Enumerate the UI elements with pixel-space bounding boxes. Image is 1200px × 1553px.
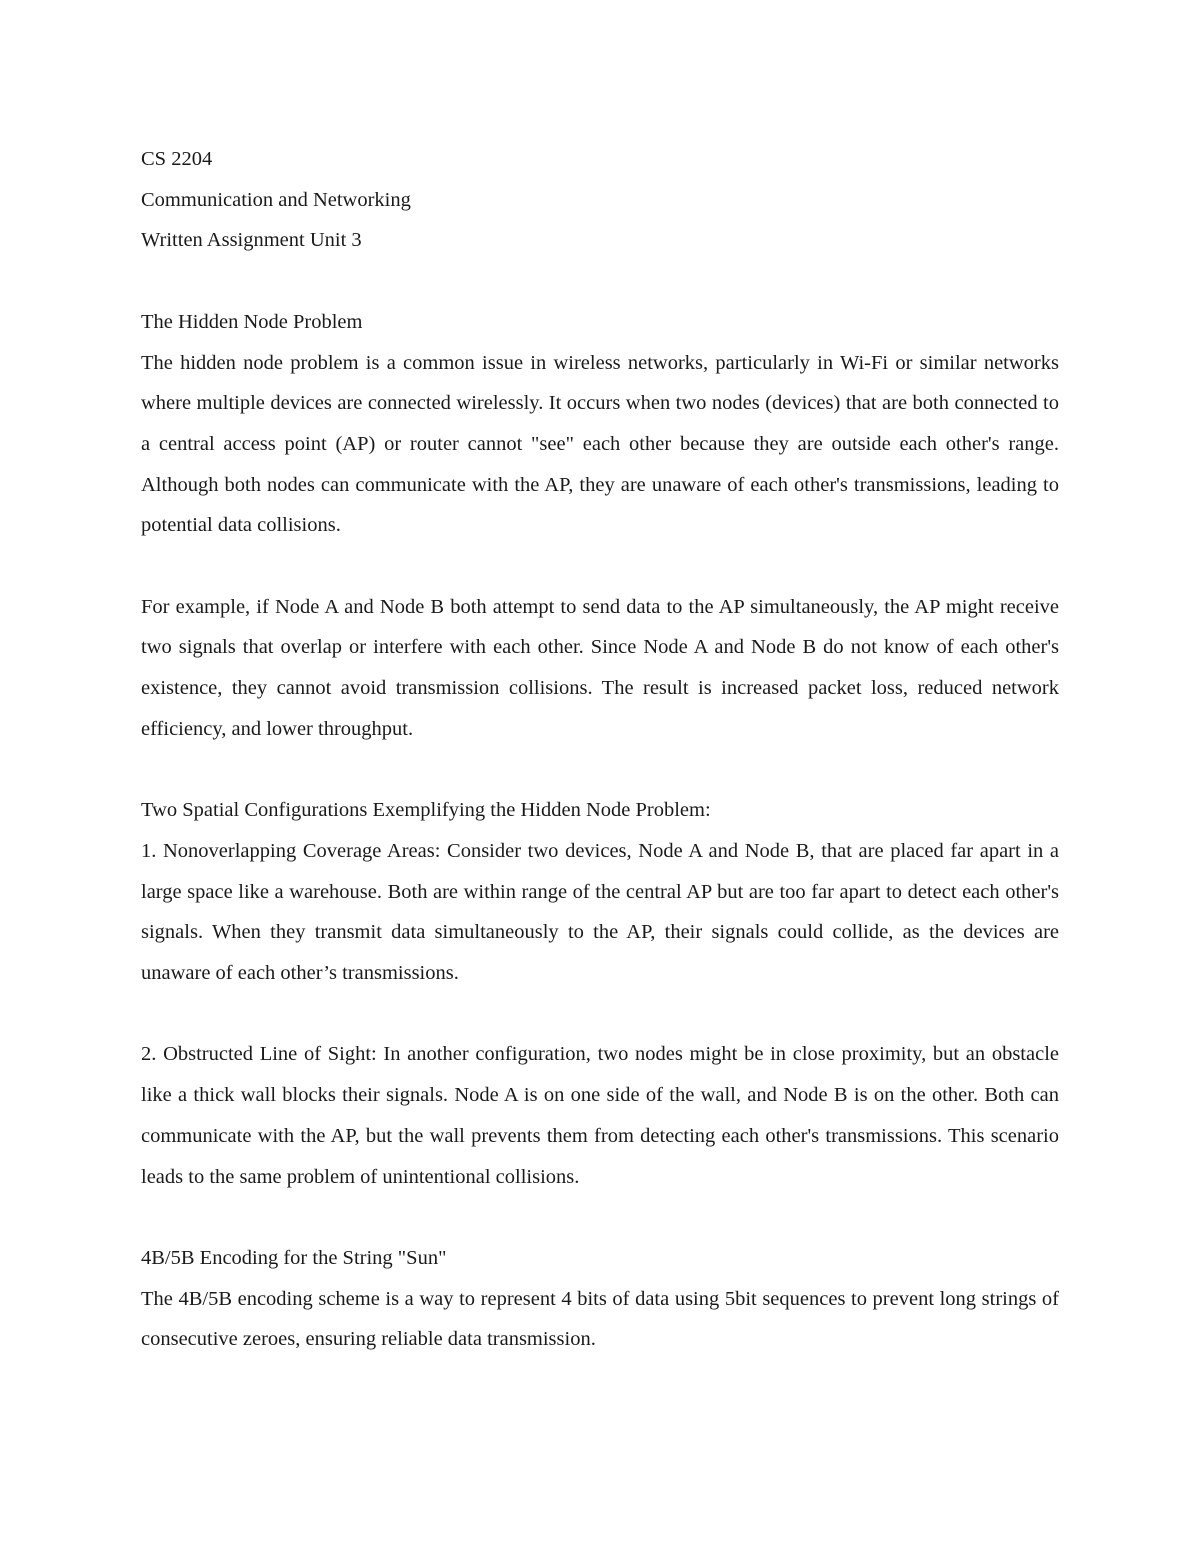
assignment-title: Written Assignment Unit 3 [141, 229, 362, 252]
document-body [141, 139, 1059, 1360]
spacer [141, 1197, 1059, 1238]
configuration-item-2: 2. Obstructed Line of Sight: In another configuration, two nodes might be in close proximity, but an obstacle like a thick wall blocks their signals. Node A is on one side of the wall, and Node B is on the other. Both can communicate with the AP, but the wall prevents them from detecting each other's transmissions. This scenario leads to the same problem of unintentional collisions. [141, 1043, 1059, 1188]
encoding-paragraph-1: The 4B/5B encoding scheme is a way to represent 4 bits of data using 5bit sequences to prevent long strings of consecutive zeroes, ensuring reliable data transmission. [141, 1287, 1059, 1351]
course-code: CS 2204 [141, 148, 213, 170]
spacer [141, 261, 1059, 302]
hidden-node-heading: The Hidden Node Problem [141, 310, 363, 333]
encoding-heading: 4B/5B Encoding for the String "Sun" [141, 1246, 447, 1269]
spacer [141, 750, 1059, 791]
spacer [141, 546, 1059, 587]
course-name: Communication and Networking [141, 188, 411, 211]
configurations-heading: Two Spatial Configurations Exemplifying the Hidden Node Problem: [141, 799, 711, 822]
configuration-item-1: 1. Nonoverlapping Coverage Areas: Consider two devices, Node A and Node B, that are placed far apart in a large space like a warehouse. Both are within range of the central AP but are too far apart to detect each other's signals. When they transmit data simultaneously to the AP, their signals could collide, as the devices are unaware of each other’s transmissions. [141, 839, 1059, 985]
spacer [141, 994, 1059, 1035]
hidden-node-paragraph-1: The hidden node problem is a common issue in wireless networks, particularly in Wi-Fi or similar networks where multiple devices are connected wirelessly. It occurs when two nodes (devices) that are both connected to a central access point (AP) or router cannot "see" each other because they are outside each other's range. Although both nodes can communicate with the AP, they are unaware of each other's transmissions, leading to potential data collisions. [141, 351, 1059, 537]
hidden-node-paragraph-2: For example, if Node A and Node B both attempt to send data to the AP simultaneously, the AP might receive two signals that overlap or interfere with each other. Since Node A and Node B do not know of each other's existence, they cannot avoid transmission collisions. The result is increased packet loss, reduced network efficiency, and lower throughput. [141, 595, 1059, 740]
